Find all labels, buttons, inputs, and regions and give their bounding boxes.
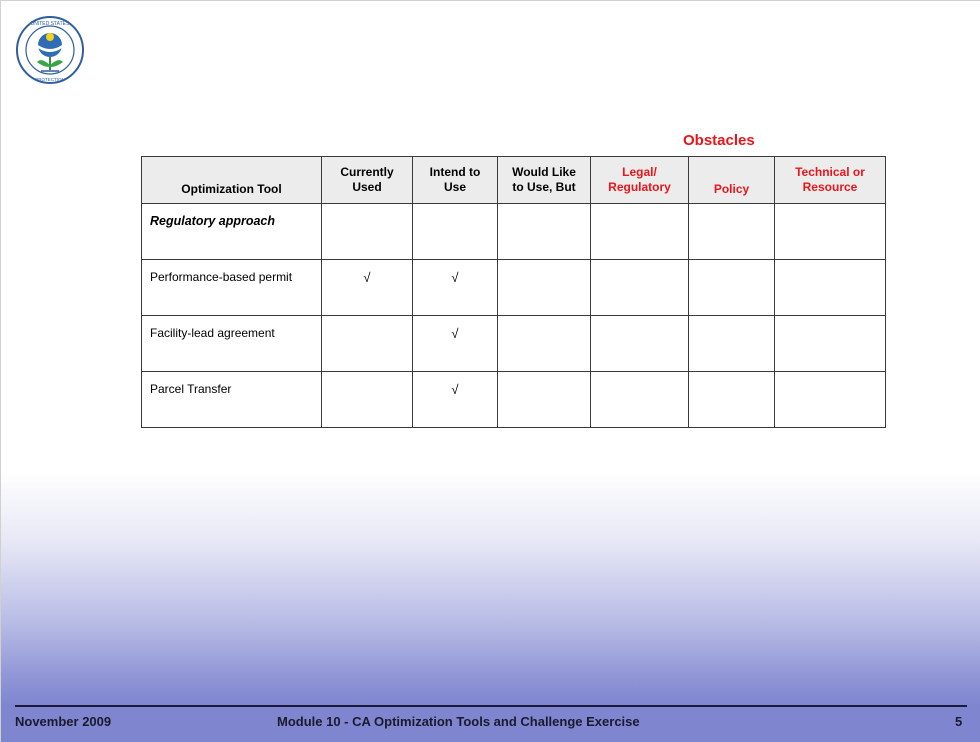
cell-empty xyxy=(775,204,886,260)
check-mark-icon: √ xyxy=(413,316,498,372)
cell-empty xyxy=(498,372,591,428)
cell-empty xyxy=(591,204,689,260)
row-tool-performance-based-permit: Performance-based permit xyxy=(142,260,322,316)
cell-empty xyxy=(775,316,886,372)
check-mark-icon: √ xyxy=(413,372,498,428)
footer-date: November 2009 xyxy=(15,714,112,729)
cell-currently xyxy=(322,316,413,372)
table-header-row xyxy=(142,157,886,204)
header-currently-used: Currently Used xyxy=(322,157,413,204)
row-tool-regulatory-approach: Regulatory approach xyxy=(142,204,322,260)
table-row xyxy=(142,316,886,372)
cell-empty xyxy=(689,316,775,372)
footer-page-number: 5 xyxy=(955,714,963,729)
svg-text:PROTECTION: PROTECTION xyxy=(35,77,65,82)
cell-currently xyxy=(322,204,413,260)
header-legal-regulatory: Legal/ Regulatory xyxy=(591,157,689,204)
cell-empty xyxy=(498,316,591,372)
obstacles-label: Obstacles xyxy=(683,132,755,149)
cell-empty xyxy=(591,372,689,428)
footer-title: Module 10 - CA Optimization Tools and Challenge Exercise xyxy=(277,714,640,729)
cell-empty xyxy=(775,372,886,428)
header-optimization-tool: Optimization Tool xyxy=(142,157,322,204)
row-tool-parcel-transfer: Parcel Transfer xyxy=(142,372,322,428)
cell-empty xyxy=(689,372,775,428)
check-mark-icon: √ xyxy=(322,260,413,316)
header-intend-to-use: Intend to Use xyxy=(413,157,498,204)
cell-empty xyxy=(689,260,775,316)
cell-intend xyxy=(413,204,498,260)
epa-logo xyxy=(15,15,85,85)
row-tool-facility-lead-agreement: Facility-lead agreement xyxy=(142,316,322,372)
svg-text:UNITED STATES: UNITED STATES xyxy=(30,21,70,27)
cell-empty xyxy=(775,260,886,316)
optimization-table xyxy=(141,156,886,428)
cell-empty xyxy=(591,316,689,372)
table-row xyxy=(142,260,886,316)
cell-empty xyxy=(498,260,591,316)
header-would-like: Would Like to Use, But xyxy=(498,157,591,204)
header-technical-resource: Technical or Resource xyxy=(775,157,886,204)
table-row xyxy=(142,204,886,260)
cell-empty xyxy=(591,260,689,316)
header-policy: Policy xyxy=(689,157,775,204)
cell-empty xyxy=(498,204,591,260)
cell-empty xyxy=(689,204,775,260)
table-row xyxy=(142,372,886,428)
cell-currently xyxy=(322,372,413,428)
check-mark-icon: √ xyxy=(413,260,498,316)
